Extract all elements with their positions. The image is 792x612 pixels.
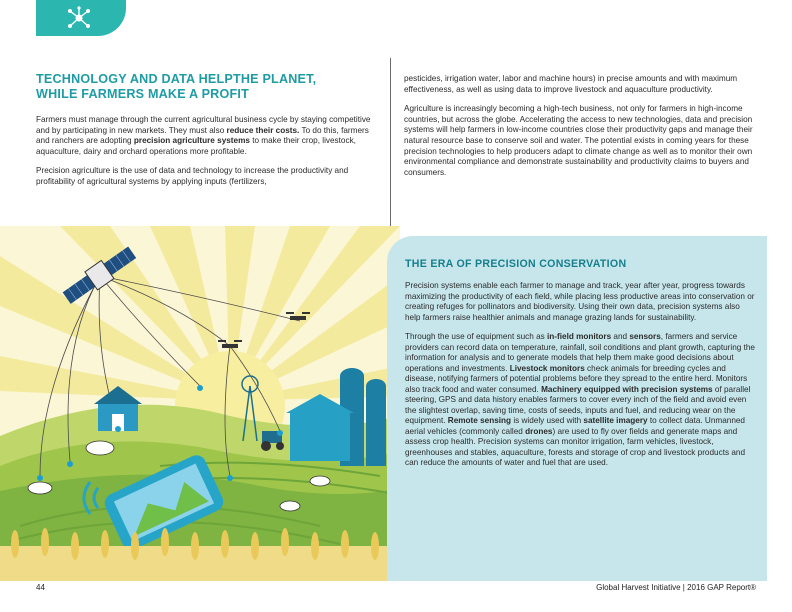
text-run: check animals for breeding cycles and disease, notifying farmers of potential problems before they spread to the entire herd. Monitors also track food and water consumed.	[405, 363, 748, 394]
title-line-2: WHILE FARMERS MAKE A PROFIT	[36, 87, 249, 101]
text-run: to collect data. Unmanned aerial vehicles (commonly called	[405, 416, 745, 436]
panel-heading: THE ERA OF PRECISION CONSERVATION	[405, 258, 627, 270]
report-footer: Global Harvest Initiative | 2016 GAP Report®	[596, 583, 756, 592]
text-run: To do this, farmers and ranchers are adopting	[36, 125, 369, 146]
text-run: Farmers must manage through the current agricultural business cycle by staying competitive and by participating in new markets. They must also	[36, 115, 371, 135]
precision-farm-illustration	[0, 226, 400, 581]
bold-run: Livestock monitors	[509, 363, 585, 373]
text-run: to make their crop, livestock, aquaculture, dairy and orchard operations more profitable.	[36, 136, 356, 156]
right-column	[404, 74, 756, 187]
bold-run: precision agriculture systems	[133, 136, 250, 146]
text-run: of parallel steering, GPS and data history enables farmers to cover every inch of the field and avoid even the slightest overlap, saving time, costs of seeds, inputs and fuel, and reducing wear on the equipment.	[405, 384, 751, 425]
bold-run: drones	[525, 426, 553, 436]
right-paragraph-1: pesticides, irrigation water, labor and machine hours) in precise amounts and with maximum effectiveness, as well as using data to improve livestock and aquaculture productivity.	[404, 74, 738, 94]
bold-run: sensors	[629, 332, 661, 341]
column-divider	[390, 58, 391, 233]
bold-run: satellite imagery	[583, 416, 648, 425]
panel-paragraph-1: Precision systems enable each farmer to manage and track, year after year, progress towards maximizing the productivity of each field, while placing less productive areas into conservation or creating refuges for pollinators and biodiversity. Using their own data, precision systems also help farmers raise healthier animals and manage grazing lands for sustainability.	[405, 281, 755, 322]
bold-run: in-field monitors	[547, 332, 612, 341]
left-column	[36, 115, 382, 197]
bold-run: Remote sensing	[447, 416, 512, 425]
text-run: is widely used with	[511, 416, 584, 425]
panel-paragraph-2	[405, 332, 755, 469]
page-number: 44	[36, 583, 45, 592]
text-run: ) are used to fly over fields and generate maps and assess crop health. Precision systems can monitor irrigation, farm vehicles, livestock, greenhouses and stables, aquaculture, forests and storage of crop and livestock products and can reduce the amounts of water and fuel that are used.	[405, 426, 745, 467]
section-title	[36, 72, 366, 102]
panel-body	[405, 281, 755, 478]
network-nodes-icon	[66, 6, 92, 30]
right-paragraph-2: Agriculture is increasingly becoming a high-tech business, not only for farmers in high-income countries, but across the globe. Accelerating the access to new technologies, data and precision systems will help farmers in low-income countries close their productivity gaps and manage their natural resource base to conserve soil and water. The potential exists in coming years for these precision technologies to help producers adapt to climate change as well as to monitor their own environmental compliance and demonstrate sustainability and productivity claims to buyers and consumers.	[404, 104, 753, 177]
left-paragraph-2: Precision agriculture is the use of data and technology to increase the productivity and profitability of agricultural systems by applying inputs (fertilizers,	[36, 166, 349, 186]
text-run: Through the use of equipment such as	[405, 332, 548, 341]
bold-run: Machinery equipped with precision systems	[541, 384, 713, 394]
header-tab	[36, 0, 126, 36]
precision-conservation-panel	[387, 236, 767, 581]
farm-scene-graphic	[0, 226, 400, 581]
text-run: and	[611, 332, 630, 341]
title-line-1: TECHNOLOGY AND DATA HELPTHE PLANET,	[36, 72, 317, 86]
bold-run: reduce their costs.	[226, 125, 300, 135]
text-run: , farmers and service providers can record data on temperature, rainfall, soil conditions and plant growth, capturing the information for analysis and to generate models that help them make good decisions about operations and investments.	[405, 332, 755, 373]
left-paragraph-1	[36, 115, 382, 157]
